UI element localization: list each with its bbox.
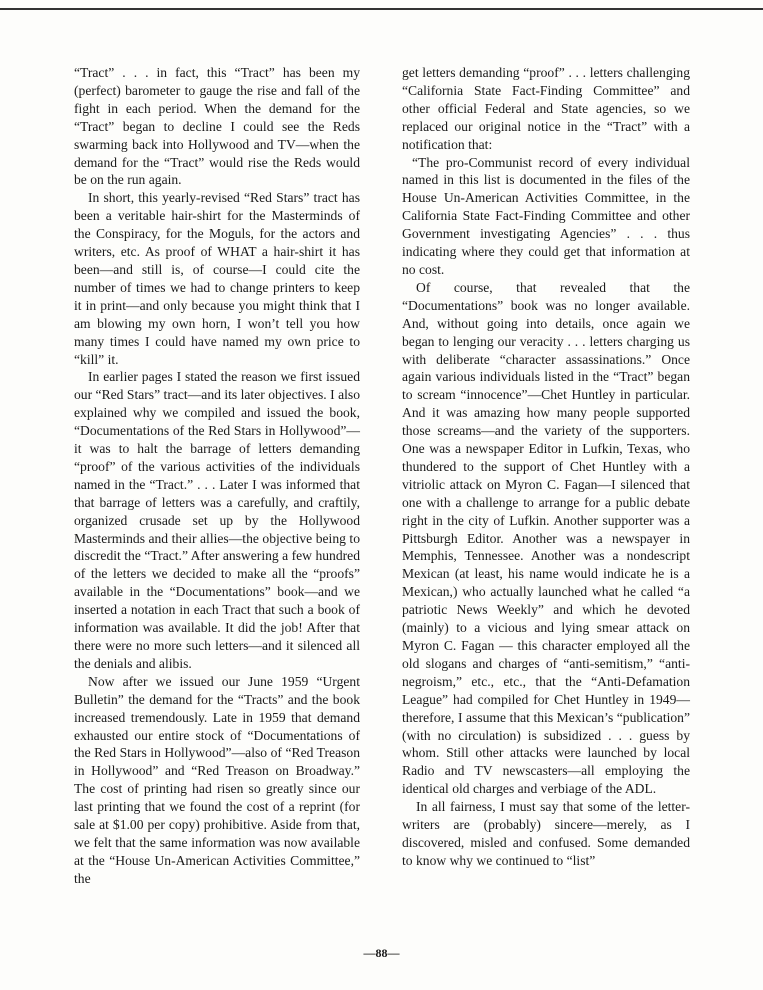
paragraph: Of course, that revealed that the “Documentations” book was no longer available. And, without going into details, once again we began to lenging our veracity . . . letters charging us with deliberate “character assassinations.” Once again various individuals listed in the “Tract” began to scream “innocence”—Chet Huntley in particular. And it was amazing how many people supported those screams—and the variety of the supporters. One was a newspaper Editor in Lufkin, Texas, who thundered to the support of Chet Huntley with a vitriolic attack on Myron C. Fagan—I silenced that one with a challenge to arrange for a public debate right in the city of Lufkin. Another supporter was a Pittsburgh Editor. Another was a newspayer in Memphis, Tennessee. Another was a nondescript Mexican (at least, his name would indicate he is a Mexican,) who actually launched what he called “a patriotic News Weekly” and which he devoted (mainly) to a vicious and lying smear attack on Myron C. Fagan — this character employed all the old slogans and charges of “anti-semitism,” “anti-negroism,” etc., etc., that the “Anti-Defamation League” had compiled for Chet Huntley in 1949—therefore, I assume that this Mexican’s “publication” (with no circulation) is subsidized . . . guess by whom. Still other attacks were launched by local Radio and TV newscasters—all employing the identical old charges and verbiage of the ADL. — [402, 279, 690, 797]
page-number: —88— — [363, 946, 400, 960]
right-column — [402, 64, 690, 870]
paragraph: Now after we issued our June 1959 “Urgent Bulletin” the demand for the “Tracts” and the book increased tremendously. Late in 1959 that demand exhausted our entire stock of “Documentations of the Red Stars in Hollywood”—also of “Red Treason in Hollywood” and “Red Treason on Broadway.” The cost of printing had risen so greatly since our last printing that we found the cost of a reprint (for sale at $1.00 per copy) prohibitive. Aside from that, we felt that the same information was now available at the “House Un-American Activities Committee,” the — [74, 673, 360, 886]
paragraph: get letters demanding “proof” . . . letters challenging “California State Fact-Finding Committee” and other official Federal and State agencies, so we replaced our original notice in the “Tract” with a notification that: — [402, 65, 690, 152]
paragraph: In short, this yearly-revised “Red Stars” tract has been a veritable hair-shirt for the Masterminds of the Conspiracy, for the Moguls, for the actors and writers, etc. As proof of WHAT a hair-shirt it has been—and still is, of course—I could cite the number of times we had to change printers to keep it in print—and only because you might think that I am blowing my own horn, I won’t tell you how many times I could have named my own price to “kill” it. — [74, 190, 360, 367]
left-column — [74, 64, 360, 888]
paragraph: In earlier pages I stated the reason we first issued our “Red Stars” tract—and its later objectives. I also explained why we compiled and issued the book, “Documentations of the Red Stars in Hollywood”—it was to halt the barrage of letters demanding “proof” of the various activities of the individuals named in the “Tract.” . . . Later I was informed that that barrage of letters was a carefully, and craftily, organized crusade set up by the Hollywood Masterminds and their allies—the objective being to discredit the “Tract.” After answering a few hundred of the letters we decided to make all the “proofs” available in the “Documentations” book—and we inserted a notation in each Tract that such a book of information was available. It did the job! After that there were no more such letters—and it silenced all the denials and alibis. — [74, 369, 360, 671]
top-rule — [0, 0, 763, 10]
paragraph: “Tract” . . . in fact, this “Tract” has been my (perfect) barometer to gauge the rise and fall of the fight in each period. When the demand for the “Tract” began to decline I could see the Reds swarming back into Hollywood and TV—when the demand for the “Tract” would rise the Reds would be on the run again. — [74, 65, 360, 188]
paragraph: In all fairness, I must say that some of the letter-writers are (probably) sincere—merely, as I discovered, misled and confused. Some demanded to know why we continued to “list” — [402, 799, 690, 868]
quoted-notification: “The pro-Communist record of every individual named in this list is documented in the files of the House Un-American Activities Committee, in the California State Fact-Finding Committee and other Government investigating Agencies” . . . thus indicating where they could get that information at no cost. — [402, 154, 690, 277]
